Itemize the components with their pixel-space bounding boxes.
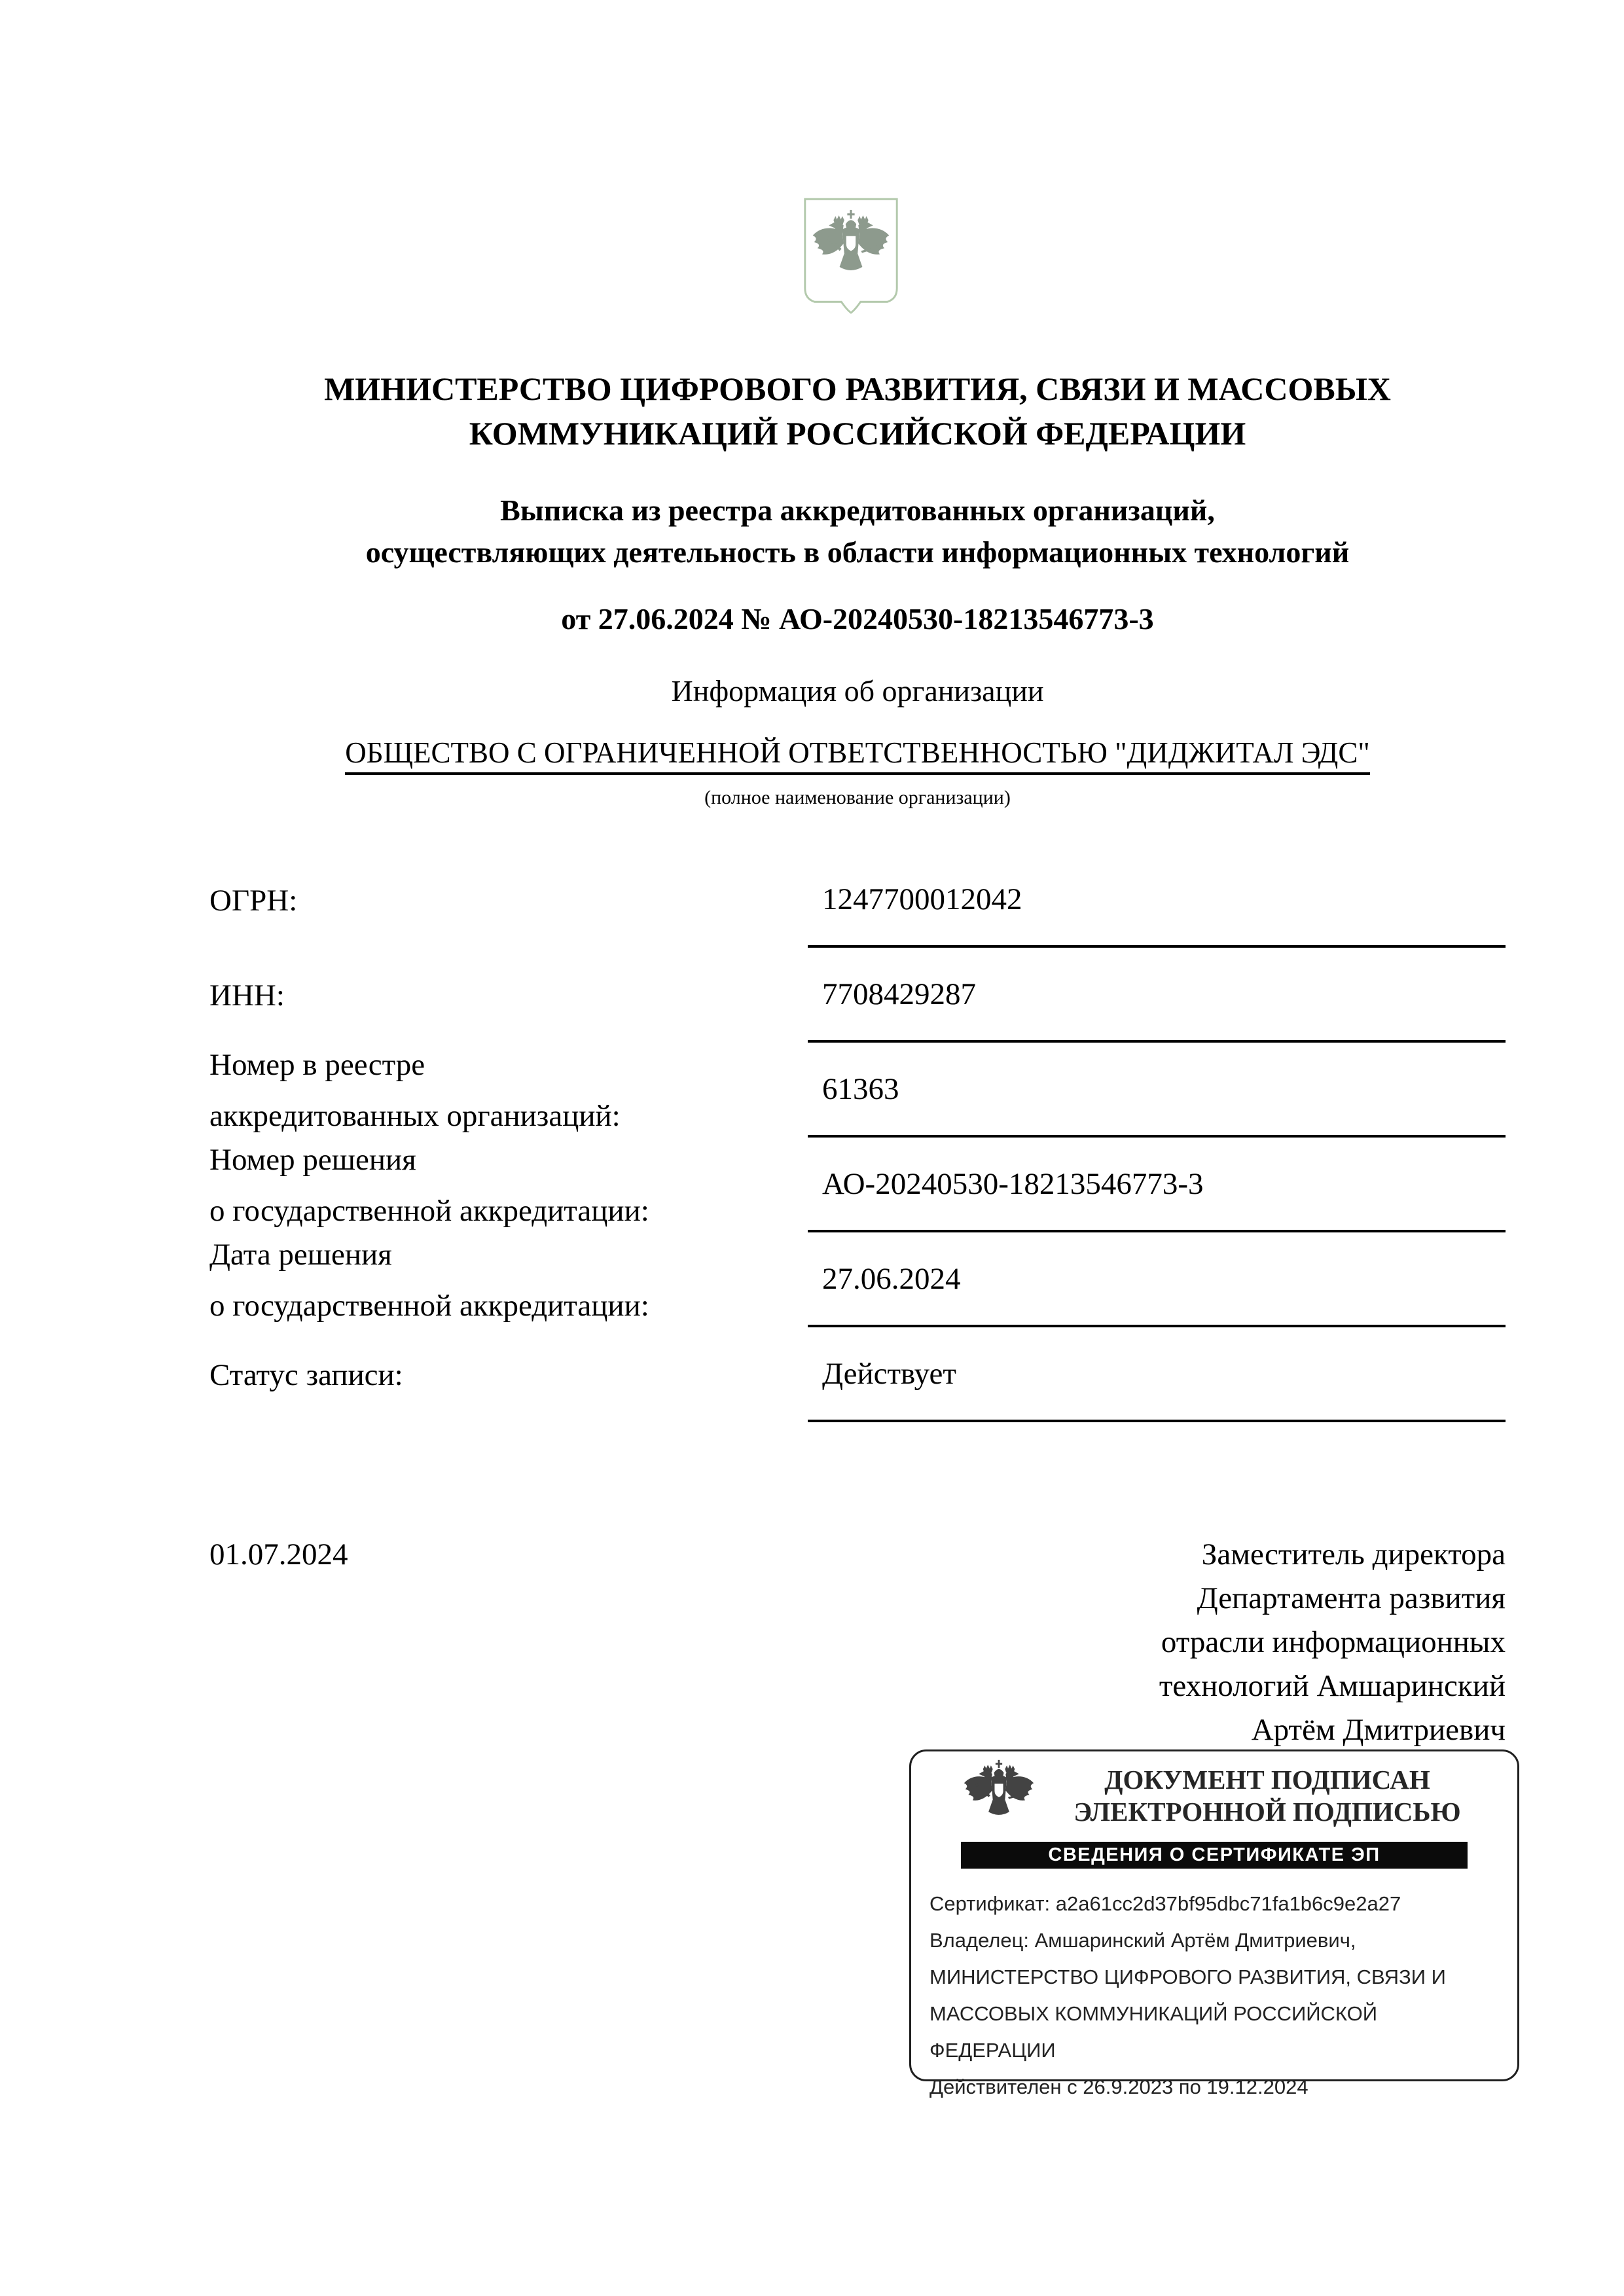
field-value-inn: 7708429287 [808, 948, 1506, 1043]
certificate-number: Сертификат: a2a61cc2d37bf95dbc71fa1b6c9e2a27 [929, 1892, 1401, 1915]
footer [209, 1533, 1506, 1752]
issue-date: 01.07.2024 [209, 1537, 348, 1571]
organization-name [209, 734, 1506, 771]
russia-coat-of-arms-icon [800, 195, 902, 318]
fields-table [209, 853, 1506, 1422]
ministry-title [209, 367, 1506, 456]
field-label-record-status: Статус записи: [209, 1357, 403, 1392]
field-value-registry-number: 61363 [808, 1043, 1506, 1138]
field-value-decision-number: АО-20240530-18213546773-3 [808, 1138, 1506, 1232]
extract-subtitle [209, 490, 1506, 573]
field-label-decision-number: Номер решения о государственной аккредитации: [209, 1142, 649, 1228]
table-row [209, 1043, 1506, 1138]
stamp-title [1036, 1764, 1499, 1828]
field-label-ogrn: ОГРН: [209, 883, 298, 918]
field-value-ogrn: 1247700012042 [808, 853, 1506, 948]
organization-name-text: ОБЩЕСТВО С ОГРАНИЧЕННОЙ ОТВЕТСТВЕННОСТЬЮ "ДИДЖИТАЛ ЭДС" [345, 736, 1369, 775]
certificate-validity: Действителен с 26.9.2023 по 19.12.2024 [929, 2075, 1308, 2098]
certificate-details [929, 1886, 1495, 2106]
certificate-info-bar: СВЕДЕНИЯ О СЕРТИФИКАТЕ ЭП [961, 1842, 1468, 1869]
signatory-line: отрасли информационных [1161, 1625, 1506, 1659]
document-number: от 27.06.2024 № АО-20240530-18213546773-3 [561, 602, 1154, 636]
ministry-title-line: КОММУНИКАЦИЙ РОССИЙСКОЙ ФЕДЕРАЦИИ [469, 415, 1246, 452]
stamp-title-line: ЭЛЕКТРОННОЙ ПОДПИСЬЮ [1074, 1797, 1461, 1827]
stamp-header [911, 1751, 1517, 1833]
extract-subtitle-line: Выписка из реестра аккредитованных организаций, [500, 493, 1215, 527]
signatory-block [1159, 1533, 1506, 1752]
field-label-inn: ИНН: [209, 978, 285, 1013]
section-heading: Информация об организации [671, 674, 1044, 708]
e-signature-stamp [909, 1749, 1519, 2098]
certificate-owner: Владелец: Амшаринский Артём Дмитриевич, МИНИСТЕРСТВО ЦИФРОВОГО РАЗВИТИЯ, СВЯЗИ И МАССОВЫХ КОММУНИКАЦИЙ РОССИЙСКОЙ ФЕДЕРАЦИИ [929, 1929, 1446, 2062]
organization-caption: (полное наименование организации) [704, 787, 1011, 808]
table-row [209, 853, 1506, 948]
table-row [209, 1138, 1506, 1232]
signatory-line: технологий Амшаринский [1159, 1669, 1506, 1703]
stamp-title-line: ДОКУМЕНТ ПОДПИСАН [1104, 1765, 1430, 1795]
signatory-line: Департамента развития [1197, 1581, 1506, 1615]
extract-subtitle-line: осуществляющих деятельность в области информационных технологий [365, 535, 1350, 569]
ministry-title-line: МИНИСТЕРСТВО ЦИФРОВОГО РАЗВИТИЯ, СВЯЗИ И МАССОВЫХ [324, 370, 1391, 407]
signatory-line: Артём Дмитриевич [1251, 1713, 1506, 1747]
table-row [209, 1232, 1506, 1327]
field-label-registry-number: Номер в реестре аккредитованных организаций: [209, 1047, 621, 1133]
field-value-decision-date: 27.06.2024 [808, 1232, 1506, 1327]
field-value-record-status: Действует [808, 1327, 1506, 1422]
signatory-line: Заместитель директора [1201, 1537, 1506, 1571]
field-label-decision-date: Дата решения о государственной аккредитации: [209, 1237, 649, 1323]
stamp-eagle-icon [962, 1759, 1036, 1833]
table-row [209, 948, 1506, 1043]
table-row [209, 1327, 1506, 1422]
